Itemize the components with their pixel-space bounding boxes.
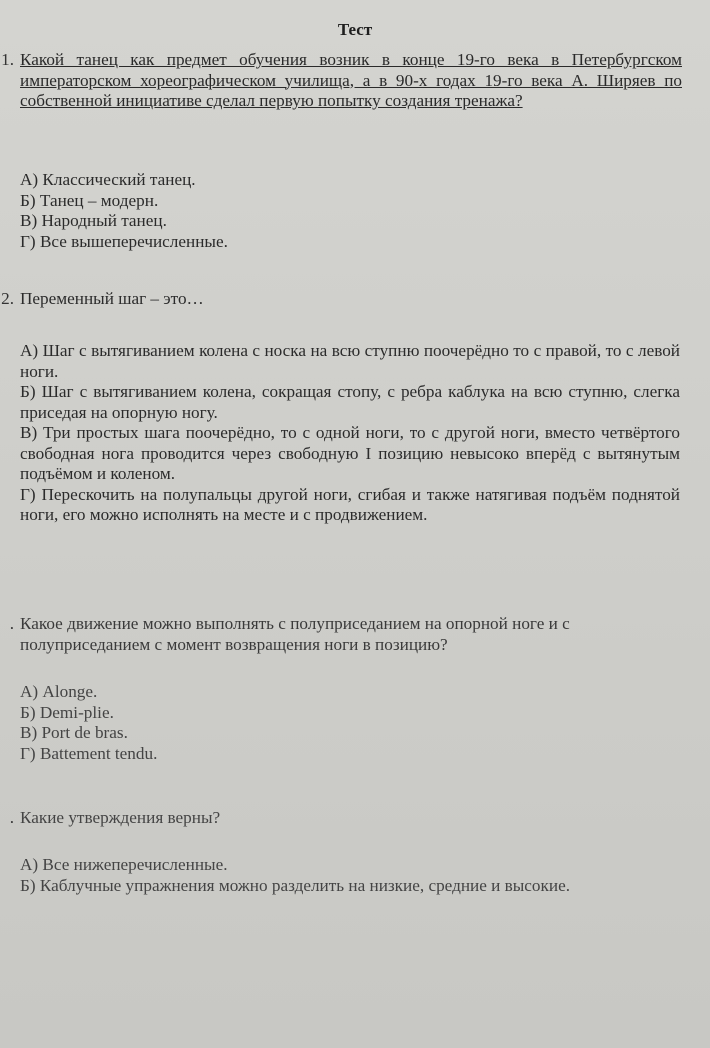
question-text: Какие утверждения верны? bbox=[20, 808, 221, 827]
question-number: 1. bbox=[1, 50, 14, 69]
option-a: А) Все нижеперечисленные. bbox=[20, 855, 228, 874]
question-number: . bbox=[9, 614, 14, 633]
option-a: А) Шаг с вытягиванием колена с носка на всю ступню поочерёдно то с правой, то с левой ноги. bbox=[20, 341, 680, 381]
question-text: Переменный шаг – это… bbox=[20, 289, 204, 308]
option-c: В) Три простых шага поочерёдно, то с одной ноги, то с другой ноги, вместо четвёртого свободная нога проводится через свободную I позицию невысоко вперёд с вытянутым подъёмом и коленом. bbox=[20, 423, 680, 483]
option-b: Б) Каблучные упражнения можно разделить на низкие, средние и высокие. bbox=[20, 875, 570, 895]
option-d: Г) Все вышеперечисленные. bbox=[20, 231, 228, 251]
option-d: Г) Перескочить на полупальцы другой ноги, сгибая и также натягивая подъём поднятой ноги, его можно исполнять на месте и с продвижением. bbox=[20, 484, 680, 524]
question-3 bbox=[9, 614, 682, 655]
question-4-options bbox=[20, 855, 680, 896]
option-d: Г) Battement tendu. bbox=[20, 743, 158, 763]
question-2-options bbox=[20, 341, 680, 526]
option-b: Б) Танец – модерн. bbox=[20, 190, 159, 210]
question-number: . bbox=[9, 808, 14, 827]
question-3-options bbox=[20, 682, 680, 764]
option-a: А) Классический танец. bbox=[20, 170, 196, 189]
option-b: Б) Demi-plie. bbox=[20, 702, 114, 722]
option-b: Б) Шаг с вытягиванием колена, сокращая стопу, с ребра каблука на всю ступню, слегка приседая на опорную ногу. bbox=[20, 382, 680, 422]
page-title: Тест bbox=[337, 20, 373, 39]
option-c: В) Port de bras. bbox=[20, 723, 128, 742]
option-a: А) Alonge. bbox=[20, 682, 98, 701]
question-text: Какой танец как предмет обучения возник в конце 19-го века в Петербургском императорском хореографическом училища, а в 90-х годах 19-го века А. Ширяев по собственной инициативе сделал первую попытку создания тренажа? bbox=[20, 50, 682, 110]
option-c: В) Народный танец. bbox=[20, 211, 167, 230]
question-2 bbox=[1, 289, 682, 310]
question-number: 2. bbox=[1, 289, 14, 308]
question-1 bbox=[1, 50, 682, 112]
question-text: Какое движение можно выполнять с полуприседанием на опорной ноге и с полуприседанием с момент возвращения ноги в позицию? bbox=[20, 614, 570, 654]
question-1-options bbox=[20, 170, 680, 252]
question-4 bbox=[9, 808, 682, 829]
